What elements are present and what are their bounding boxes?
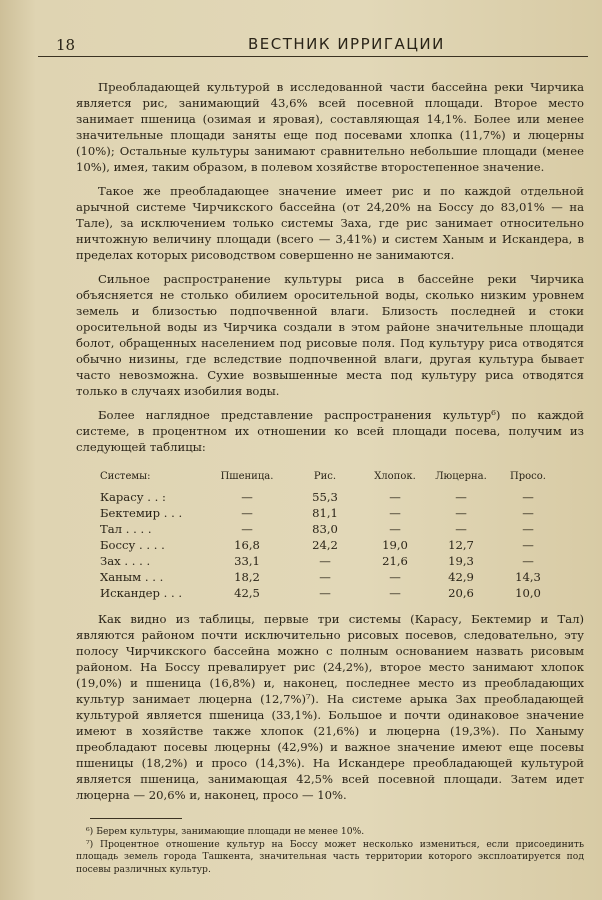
table-cell: 33,1	[234, 554, 260, 568]
row-label: Зах . . . .	[100, 554, 151, 568]
table-cell: 12,7	[448, 538, 474, 552]
column-header: Хлопок.	[374, 471, 416, 482]
row-label: Карасу . . :	[100, 490, 166, 504]
table-cell: —	[522, 554, 534, 568]
table-cell: 10,0	[515, 586, 541, 600]
paragraph-1: Преобладающей культурой в исследованной части бассейна реки Чирчика является рис, занимающий 43,6% всей посевной площади. Второе место занимает пшеница (озимая и яровая), составляющая 14,1%. Более или менее значительные площади заняты еще под посевами хлопка (11,7%) и люцерны (10%); Остальные культуры занимают сравнительно небольшие площади (менее 10%), имея, таким образом, в полевом хозяйстве второстепенное значение.	[76, 80, 584, 174]
row-label: Искандер . . .	[100, 586, 183, 600]
table-cell: 81,1	[312, 506, 338, 520]
footnote-divider	[90, 818, 182, 819]
table-cell: 14,3	[515, 570, 541, 584]
table-cell: —	[455, 522, 467, 536]
table-cell: —	[319, 554, 331, 568]
table-cell: —	[241, 506, 253, 520]
footnote-6: ⁶) Берем культуры, занимающие площади не менее 10%.	[86, 826, 365, 837]
table-cell: —	[319, 570, 331, 584]
table-header-row	[100, 463, 560, 489]
paragraph-5: Как видно из таблицы, первые три системы (Карасу, Бектемир и Тал) являются районом почти исключительно рисовых посевов, следовательно, эту полосу Чирчикского бассейна можно с полным основанием назвать рисовым районом. На Боссу превалирует рис (24,2%), второе место занимают хлопок (19,0%) и пшеница (16,8%) и, наконец, последнее место из преобладающих культур занимает люцерна (12,7%)⁷). На системе арыка Зах преобладающей культурой является пшеница (33,1%). Большое и почти одинаковое значение имеют в хозяйстве также хлопок (21,6%) и люцерна (19,3%). По Ханыму преобладают посевы люцерны (42,9%) и важное значение имеют еще посевы пшеницы (18,2%) и просо (14,3%). На Искандере преобладающей культурой является пшеница, занимающая 42,5% всей посевной площади. Затем идет люцерна — 20,6% и, наконец, просо — 10%.	[76, 612, 584, 802]
table-cell: 83,0	[312, 522, 338, 536]
table-row	[100, 537, 560, 553]
column-header: Пшеница.	[220, 471, 274, 482]
crop-distribution-table	[100, 463, 560, 601]
footnotes	[76, 826, 584, 876]
table-cell: —	[389, 522, 401, 536]
table-cell: —	[455, 490, 467, 504]
column-header-systems: Системы:	[100, 471, 151, 482]
table-cell: 24,2	[312, 538, 338, 552]
table-cell: 19,3	[448, 554, 474, 568]
paragraph-3: Сильное распространение культуры риса в бассейне реки Чирчика объясняется не столько обилием оросительной воды, сколько низким уровнем земель и близостью подпочвенной влаги. Близость последней и стоки оросительной воды из Чирчика создали в этом районе значительные площади болот, обращенных населением под рисовые поля. Под культуру риса отводятся обычно низины, где вследствие подпочвенной влаги, другая культура бывает часто невозможна. Сухие возвышенные места под культуру риса отводятся только в случаях изобилия воды.	[76, 272, 584, 398]
table-cell: —	[455, 506, 467, 520]
table-row	[100, 489, 560, 505]
table-row	[100, 585, 560, 601]
paragraph-4: Более наглядное представление распространения культур⁶) по каждой системе, в процентном их отношении ко всей площади посева, получим из следующей таблицы:	[76, 408, 584, 454]
table-cell: 19,0	[382, 538, 408, 552]
table-cell: —	[522, 506, 534, 520]
page-header	[38, 34, 588, 57]
table-cell: —	[319, 586, 331, 600]
table-cell: —	[522, 538, 534, 552]
table-row	[100, 505, 560, 521]
body-text	[76, 79, 584, 811]
column-header: Люцерна.	[435, 471, 487, 482]
table-cell: 18,2	[234, 570, 260, 584]
table-row	[100, 521, 560, 537]
table-cell: —	[389, 586, 401, 600]
table-cell: 42,5	[234, 586, 260, 600]
row-label: Ханым . . .	[100, 570, 164, 584]
table-cell: 55,3	[312, 490, 338, 504]
column-header: Рис.	[313, 471, 337, 482]
table-cell: 20,6	[448, 586, 474, 600]
table-cell: —	[522, 522, 534, 536]
table-cell: 21,6	[382, 554, 408, 568]
journal-title: ВЕСТНИК ИРРИГАЦИИ	[248, 35, 445, 53]
paragraph-2: Такое же преобладающее значение имеет рис и по каждой отдельной арычной системе Чирчикского бассейна (от 24,20% на Боссу до 83,01% — на Тале), за исключением только системы Заха, где рис занимает относительно ничтожную величину площади (всего — 3,41%) и систем Ханым и Искандера, в пределах которых рисоводством совершенно не занимаются.	[76, 184, 584, 262]
row-label: Бектемир . . .	[100, 506, 183, 520]
table-row	[100, 569, 560, 585]
table-row	[100, 553, 560, 569]
row-label: Тал . . . .	[100, 522, 152, 536]
table-cell: —	[389, 490, 401, 504]
row-label: Боссу . . . .	[100, 538, 165, 552]
table-cell: —	[389, 570, 401, 584]
table-cell: 16,8	[234, 538, 260, 552]
table-cell: —	[389, 506, 401, 520]
table-cell: —	[522, 490, 534, 504]
column-header: Просо.	[510, 471, 546, 482]
page-number: 18	[56, 36, 76, 54]
table-cell: —	[241, 490, 253, 504]
footnote-7: ⁷) Процентное отношение культур на Боссу может несколько измениться, если присоединить площадь земель города Ташкента, значительная часть территории которого эксплоатируется под посевы различных культур.	[76, 838, 584, 875]
table-cell: 42,9	[448, 570, 474, 584]
table-cell: —	[241, 522, 253, 536]
